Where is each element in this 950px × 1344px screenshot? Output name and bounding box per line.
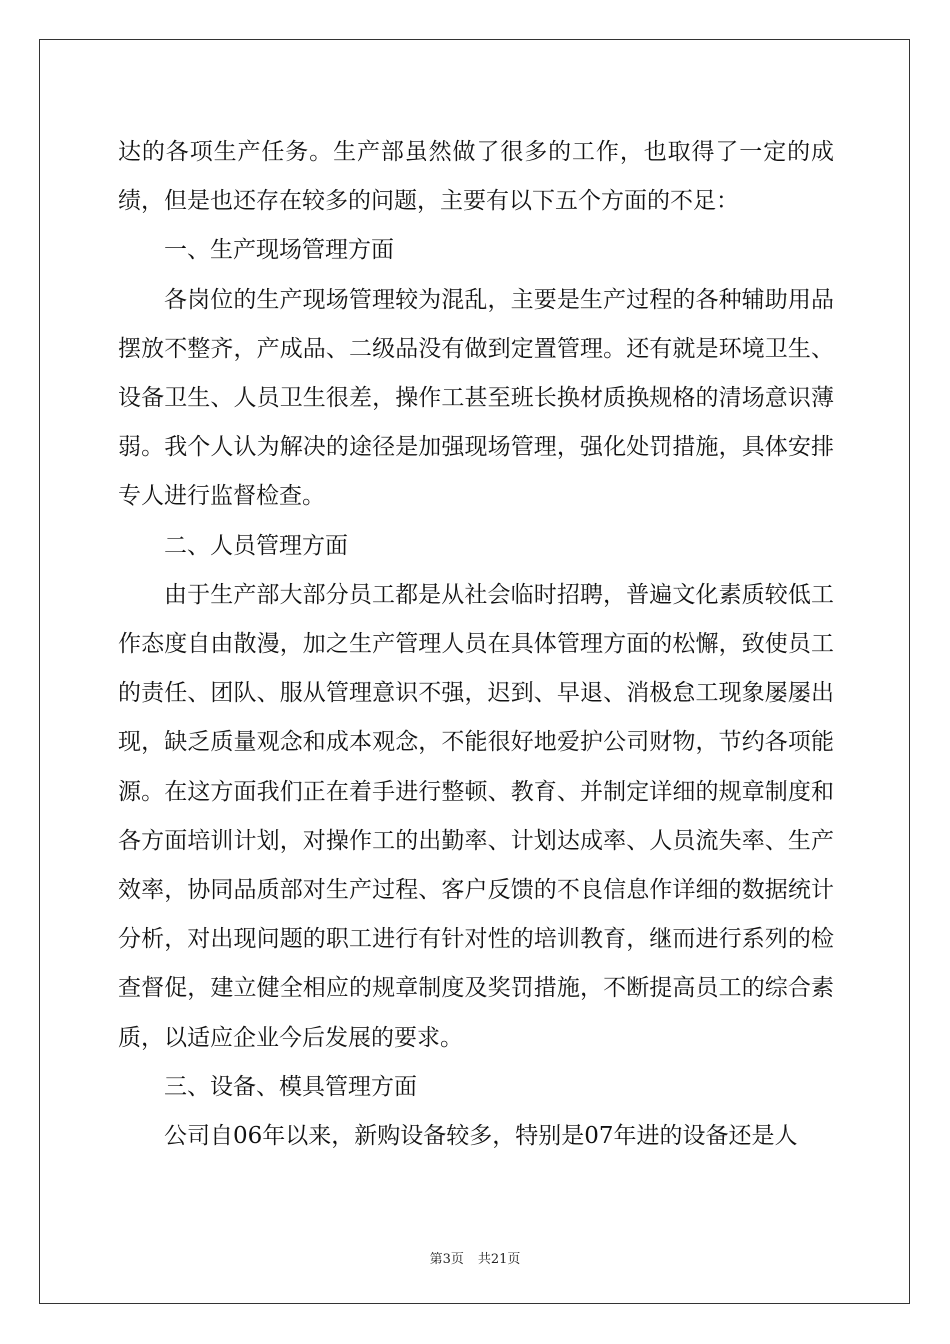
section-heading-2: 二、人员管理方面 — [164, 532, 348, 559]
paragraph-2: 各岗位的生产现场管理较为混乱，主要是生产过程的各种辅助用品摆放不整齐，产成品、二级品没有做到定置管理。还有就是环境卫生、设备卫生、人员卫生很差，操作工甚至班长换材质换规格的清场意识薄弱。我个人认为解决的途径是加强现场管理，强化处罚措施，具体安排专人进行监督检查。 — [118, 286, 834, 510]
page-total: 共21页 — [477, 1252, 521, 1267]
section-heading-3: 三、设备、模具管理方面 — [164, 1073, 417, 1100]
paragraph-3: 由于生产部大部分员工都是从社会临时招聘，普遍文化素质较低工作态度自由散漫，加之生产管理人员在具体管理方面的松懈，致使员工的责任、团队、服从管理意识不强，迟到、早退、消极怠工现象屡屡出现，缺乏质量观念和成本观念，不能很好地爱护公司财物，节约各项能源。在这方面我们正在着手进行整顿、教育、并制定详细的规章制度和各方面培训计划，对操作工的出勤率、计划达成率、人员流失率、生产效率，协同品质部对生产过程、客户反馈的不良信息作详细的数据统计分析，对出现问题的职工进行有针对性的培训教育，继而进行系列的检查督促，建立健全相应的规章制度及奖罚措施，不断提高员工的综合素质，以适应企业今后发展的要求。 — [118, 581, 834, 1051]
page-footer — [0, 1248, 950, 1267]
section-heading-1: 一、生产现场管理方面 — [164, 237, 394, 264]
page-number: 第3页 — [429, 1252, 464, 1267]
paragraph-4: 公司自06年以来，新购设备较多，特别是07年进的设备还是人 — [164, 1123, 798, 1150]
paragraph-1: 达的各项生产任务。生产部虽然做了很多的工作，也取得了一定的成绩，但是也还存在较多的问题，主要有以下五个方面的不足： — [118, 139, 834, 215]
document-body — [118, 128, 834, 1161]
